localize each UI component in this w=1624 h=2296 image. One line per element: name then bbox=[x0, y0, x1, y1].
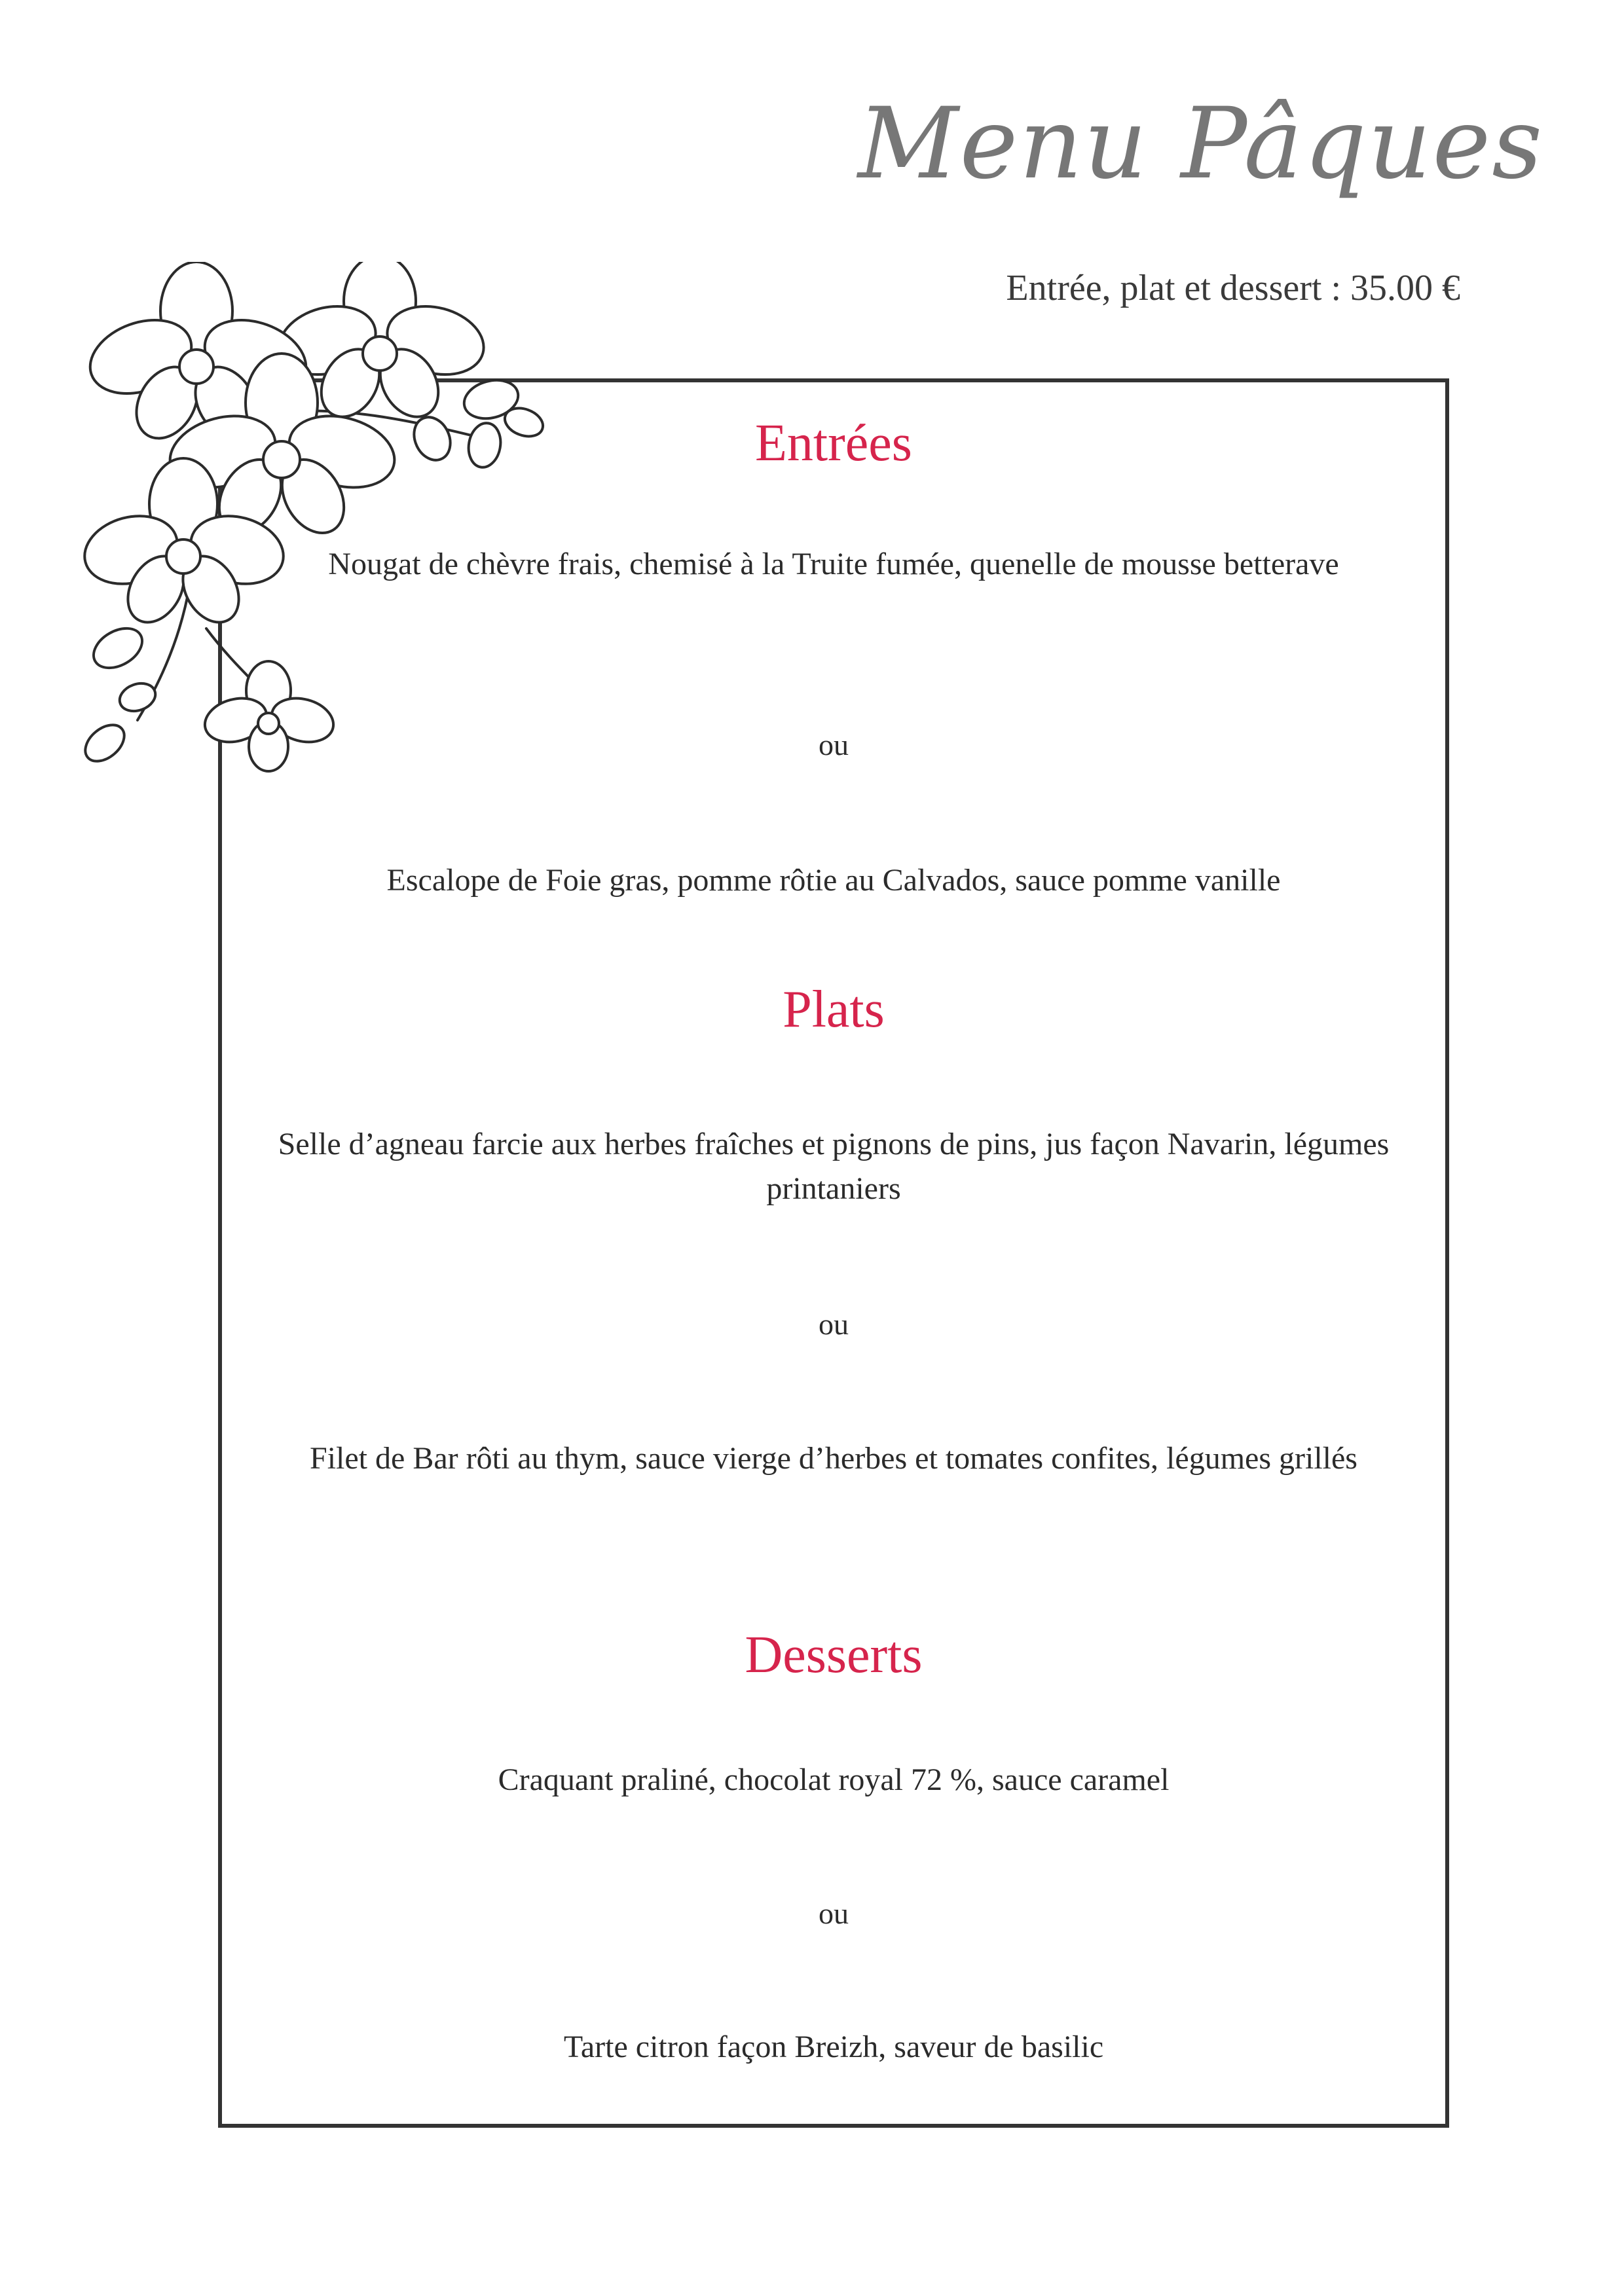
dish-dessert-1: Craquant praliné, chocolat royal 72 %, sauce caramel bbox=[498, 1762, 1170, 1797]
price-line: Entrée, plat et dessert : 35.00 € bbox=[1006, 268, 1460, 308]
separator-ou: ou bbox=[819, 1897, 849, 1930]
separator-ou: ou bbox=[819, 1307, 849, 1341]
menu-title: Menu Pâques bbox=[858, 87, 1544, 201]
dish-entree-2: Escalope de Foie gras, pomme rôtie au Calvados, sauce pomme vanille bbox=[386, 863, 1281, 898]
section-title-plats: Plats bbox=[783, 981, 885, 1038]
section-title-desserts: Desserts bbox=[745, 1626, 923, 1684]
dish-dessert-2: Tarte citron façon Breizh, saveur de basilic bbox=[563, 2030, 1104, 2064]
dish-entree-1: Nougat de chèvre frais, chemisé à la Truite fumée, quenelle de mousse betterave bbox=[328, 547, 1339, 581]
dish-plat-1: Selle d’agneau farcie aux herbes fraîches et pignons de pins, jus façon Navarin, légumes printaniers bbox=[278, 1127, 1390, 1206]
separator-ou: ou bbox=[819, 728, 849, 761]
section-title-entrees: Entrées bbox=[755, 414, 912, 472]
dish-plat-2: Filet de Bar rôti au thym, sauce vierge d’herbes et tomates confites, légumes grillés bbox=[310, 1441, 1357, 1476]
